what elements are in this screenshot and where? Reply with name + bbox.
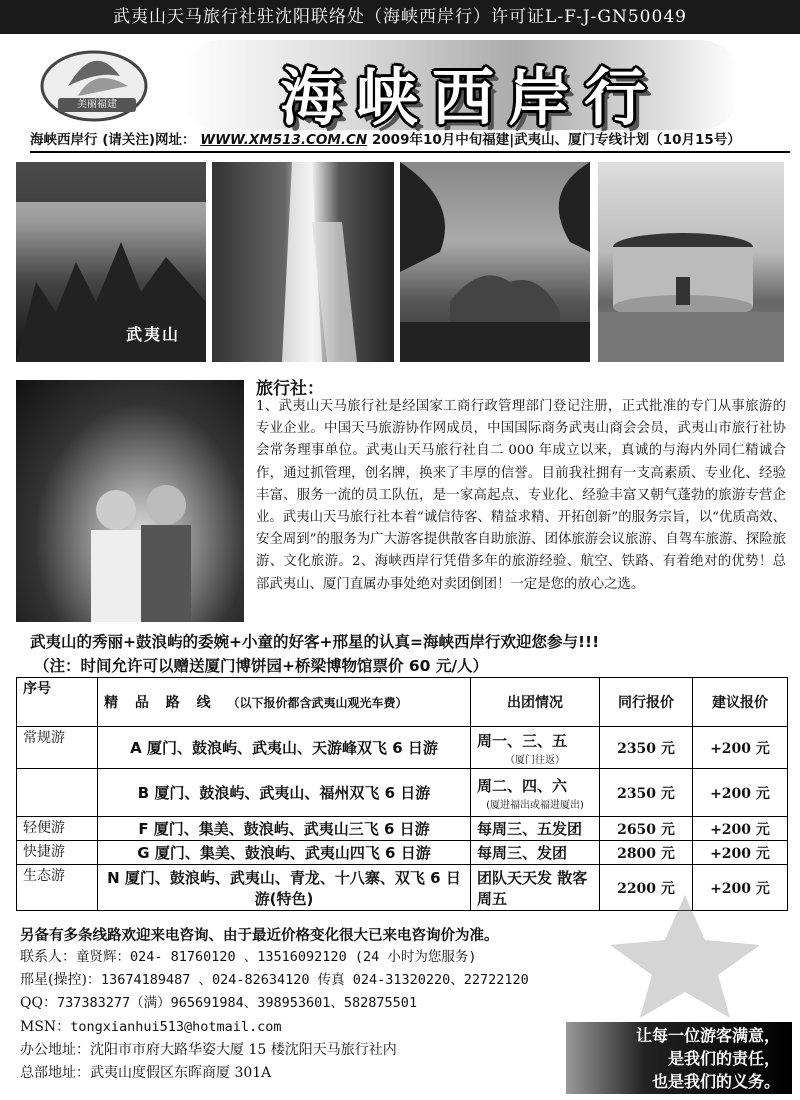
msn-label: MSN： (20, 1018, 71, 1035)
row-departure: 团队天天发 散客周五 (471, 865, 600, 911)
xingxing-contact (20, 969, 529, 992)
row-peer-price: 2800 元 (600, 841, 693, 865)
agency-heading: 旅行社： (256, 379, 324, 399)
waterfall-photo (212, 162, 394, 362)
subtitle-plan: 2009年10月中旬福建|武夷山、厦门专线计划（10月15号） (371, 132, 741, 148)
table-header-row (17, 678, 788, 727)
contact-block (20, 946, 529, 1085)
xingxing-phone[interactable]: 13674189487 、024-82634120 传真 024-31320220、22722120 (100, 972, 529, 989)
office-value: 沈阳市市府大路华姿大厦 15 楼沈阳天马旅行社内 (90, 1041, 397, 1058)
tulou-image (598, 162, 784, 362)
license-header: 武夷山天马旅行社驻沈阳联络处（海峡西岸行）许可证L-F-J-GN50049 (0, 0, 800, 34)
xingxing-label: 邢星(操控)： (20, 972, 101, 989)
row-route: N 厦门、鼓浪屿、武夷山、青龙、十八寨、双飞 6 日游(特色) (98, 865, 471, 911)
table-row (17, 817, 788, 841)
motto-box (566, 1022, 792, 1094)
hq-address (20, 1062, 529, 1085)
tulou-photo (598, 162, 784, 362)
tourists-photo (16, 380, 244, 622)
rock-peak-image (400, 162, 590, 362)
qq-numbers[interactable]: 737383277（满）965691984、398953601、582875501 (56, 995, 418, 1012)
table-row (17, 841, 788, 865)
header-peer-price: 同行报价 (600, 678, 693, 727)
motto-line: 让每一位游客满意， (635, 1026, 780, 1045)
row-suggested-price: +200 元 (693, 865, 788, 911)
row-departure-days: 周二、四、六 (477, 776, 568, 795)
row-suggested-price: +200 元 (693, 727, 788, 769)
header-route (98, 678, 471, 727)
logo-text: 美丽福建 (58, 98, 136, 112)
wuyishan-poster-photo (16, 162, 206, 362)
qq-contact (20, 992, 529, 1015)
row-departure (471, 769, 600, 817)
header-route-label: 精 品 路 线 (104, 695, 217, 711)
agency-description: 1、武夷山天马旅行社是经国家工商行政管理部门登记注册，正式批准的专门从事旅游的专业企业。中国天马旅游协作网成员，中国国际商务武夷山商会会员，武夷山市旅行社协会常务理事单位。武夷山天马旅行社自二 000 年成立以来，真诚的与海内外同仁精诚合作，通过抓管理，创名牌，换来了丰厚的信誉。目前我社拥有一支高素质、专业化、经验丰富、服务一流的员工队伍，是一家高起点、专业化、经验丰富又朝气蓬勃的旅游专营企业。武夷山天马旅行社本着“诚信待客、精益求精、开拓创新”的服务宗旨，以“优质高效、安全周到”的服务为广大游客提供散客自助旅游、团体旅游会议旅游、自驾车旅游、探险旅游、文化旅游。2、海峡西岸行凭借多年的旅游经验、航空、铁路、有着绝对的优势！总部武夷山、厦门直属办事处绝对卖团倒团！一定是您的放心之选。 (256, 399, 786, 592)
row-suggested-price: +200 元 (693, 769, 788, 817)
row-route: B 厦门、鼓浪屿、武夷山、福州双飞 6 日游 (98, 769, 471, 817)
couple-image (16, 380, 244, 622)
row-route: A 厦门、鼓浪屿、武夷山、天游峰双飞 6 日游 (98, 727, 471, 769)
banner (150, 40, 790, 134)
header-route-note: （以下报价都含武夷山观光车费） (227, 696, 408, 710)
office-label: 办公地址： (20, 1041, 90, 1058)
qq-label: QQ： (20, 995, 57, 1012)
row-peer-price: 2650 元 (600, 817, 693, 841)
header-no: 序号 (17, 678, 98, 727)
msn-contact (20, 1016, 529, 1039)
row-departure: 每周三、发团 (471, 841, 600, 865)
website-link[interactable]: WWW.XM513.COM.CN (200, 132, 368, 148)
bonus-note: （注：时间允许可以赠送厦门博饼园+桥梁博物馆票价 60 元/人） (34, 657, 489, 675)
row-departure: 每周三、五发团 (471, 817, 600, 841)
hq-value: 武夷山度假区东晖商厦 301A (90, 1065, 272, 1082)
office-address (20, 1039, 529, 1062)
subtitle-line (30, 128, 790, 153)
slogan: 武夷山的秀丽+鼓浪屿的委婉+小童的好客+邢星的认真=海峡西岸行欢迎您参与!!! (30, 633, 600, 651)
subtitle-brand: 海峡西岸行 (30, 132, 98, 148)
row-departure-days: 周一、三、五 (477, 731, 568, 750)
header-suggested-price: 建议报价 (693, 678, 788, 727)
star-watermark-icon (600, 890, 770, 1020)
contact-label: 联系人： (20, 949, 76, 965)
more-routes-notice: 另备有多条线路欢迎来电咨询、由于最近价格变化很大已来电咨询价为准。 (20, 928, 499, 944)
row-peer-price: 2350 元 (600, 727, 693, 769)
waterfall-image (212, 162, 394, 362)
row-category (17, 769, 98, 817)
row-category: 常规游 (17, 727, 98, 769)
motto-line: 是我们的责任， (667, 1049, 780, 1068)
header-departure: 出团情况 (471, 678, 600, 727)
row-departure-note: (厦进福出或福进厦出) (486, 799, 584, 811)
row-route: G 厦门、集美、鼓浪屿、武夷山四飞 6 日游 (98, 841, 471, 865)
contact-phone[interactable]: 童贤辉：024- 81760120 、13516092120 (24 小时为您服务) (76, 949, 477, 965)
row-category: 生态游 (17, 865, 98, 911)
table-row (17, 727, 788, 769)
hq-label: 总部地址： (20, 1065, 90, 1082)
table-row (17, 769, 788, 817)
row-departure (471, 727, 600, 769)
row-category: 快捷游 (17, 841, 98, 865)
photo-caption: 武夷山 (126, 325, 181, 344)
row-suggested-price: +200 元 (693, 841, 788, 865)
row-peer-price: 2200 元 (600, 865, 693, 911)
row-departure-note: （厦门往返） (505, 754, 565, 766)
motto-line: 也是我们的义务。 (651, 1072, 780, 1091)
subtitle-attention: (请关注)网址： (102, 132, 196, 148)
routes-table (16, 677, 788, 911)
row-category: 轻便游 (17, 817, 98, 841)
msn-address[interactable]: tongxianhui513@hotmail.com (70, 1018, 282, 1035)
row-suggested-price: +200 元 (693, 817, 788, 841)
banner-title: 海峡西岸行 (279, 61, 660, 134)
contact-person (20, 946, 529, 969)
row-route: F 厦门、集美、鼓浪屿、武夷山三飞 6 日游 (98, 817, 471, 841)
rock-peak-photo (400, 162, 590, 362)
row-peer-price: 2350 元 (600, 769, 693, 817)
